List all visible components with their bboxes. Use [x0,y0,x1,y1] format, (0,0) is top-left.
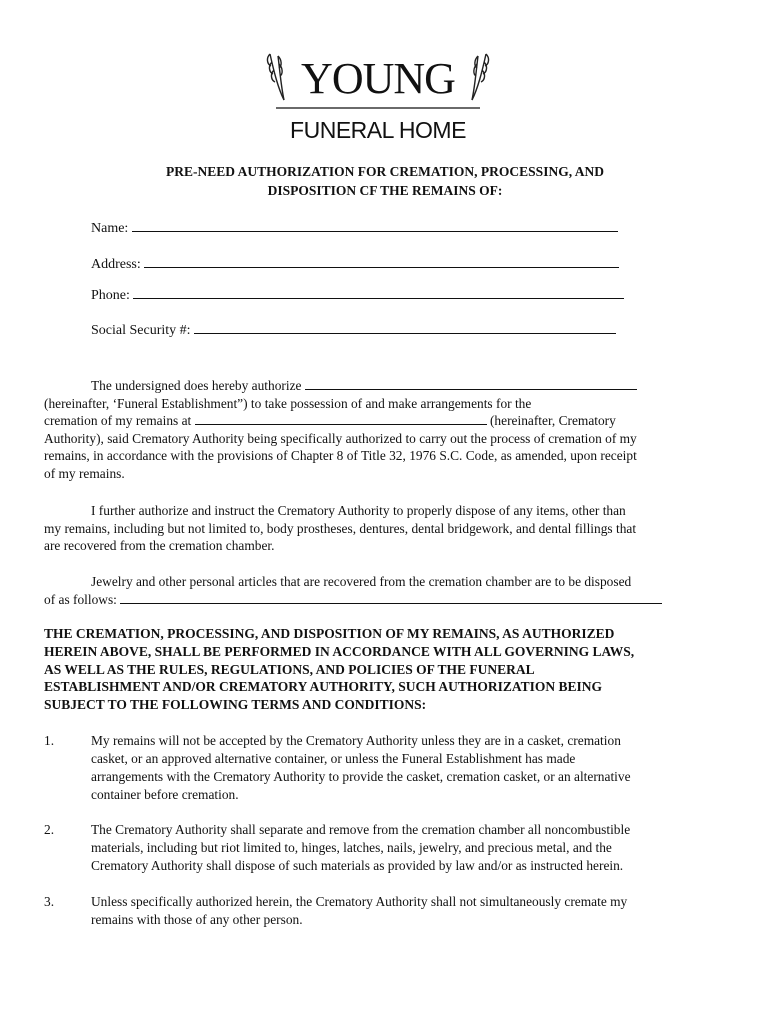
preamble-line: ESTABLISHMENT AND/OR CREMATORY AUTHORITY, SUCH AUTHORIZATION BEING [44,679,603,695]
form-title [60,162,710,200]
paragraph-line: of my remains. [44,465,125,481]
paragraph-text: cremation of my remains at [44,413,192,429]
phone-input-line[interactable] [133,285,624,299]
preamble-line: SUBJECT TO THE FOLLOWING TERMS AND CONDITIONS: [44,697,427,713]
paragraph-text: (hereinafter, Crematory [489,413,616,429]
wheat-logo-graphic [262,48,494,148]
phone-field[interactable] [91,285,624,304]
term-line: The Crematory Authority shall separate and remove from the cremation chamber all noncombustible [91,822,631,837]
social-security-field[interactable] [91,320,616,339]
logo-subtitle-text: FUNERAL HOME [290,117,466,143]
name-input-line[interactable] [132,218,618,232]
term-line: remains with those of any other person. [91,912,303,927]
name-field[interactable] [91,218,618,237]
phone-label: Phone: [91,288,130,303]
paragraph-line: (hereinafter, ‘Funeral Establishment”) to take possession of and make arrangements for the [44,395,532,411]
young-funeral-home-logo [262,48,494,148]
paragraph-line [44,377,724,395]
jewelry-paragraph [44,573,724,608]
right-wheat-icon [472,54,489,100]
paragraph-text: of as follows: [44,591,117,607]
name-label: Name: [91,221,129,236]
paragraph-line [44,412,724,430]
term-line: Unless specifically authorized herein, the Crematory Authority shall not simultaneously cremate my [91,894,628,909]
paragraph-line: Authority), said Crematory Authority being specifically authorized to carry out the process of cremation of my [44,430,637,446]
left-wheat-icon [267,54,284,100]
terms-preamble [44,625,734,714]
paragraph-text: The undersigned does hereby authorize [91,378,302,393]
jewelry-disposition-blank[interactable] [120,591,662,604]
address-field[interactable] [91,254,619,273]
paragraph-line: my remains, including but not limited to, body prostheses, dentures, dental bridgework, and dental fillings that [44,520,637,536]
social-security-label: Social Security #: [91,323,191,338]
term-number: 2. [44,822,55,837]
term-line: container before cremation. [91,787,239,802]
term-line: Crematory Authority shall dispose of such materials as provided by law and/or as instructed herein. [91,858,624,873]
term-number: 3. [44,894,55,909]
paragraph-line [44,591,724,609]
term-line: materials, including but riot limited to, hinges, latches, nails, jewelry, and precious metal, and the [91,840,612,855]
address-input-line[interactable] [144,254,619,268]
term-line: casket, or an approved alternative container, or unless the Funeral Establishment has made [91,751,576,766]
logo-name-text: YOUNG [301,54,455,103]
preamble-line: THE CREMATION, PROCESSING, AND DISPOSITION OF MY REMAINS, AS AUTHORIZED [44,626,615,641]
paragraph-line: Jewelry and other personal articles that are recovered from the cremation chamber are to be disposed [91,574,632,589]
crematory-blank[interactable] [195,412,487,425]
social-security-input-line[interactable] [194,320,616,334]
term-line: arrangements with the Crematory Authority to provide the casket, cremation casket, or an alternative [91,769,631,784]
paragraph-line: remains, in accordance with the provisions of Chapter 8 of Title 32, 1976 S.C. Code, as amended, upon receipt [44,448,637,464]
form-title-line-1: PRE-NEED AUTHORIZATION FOR CREMATION, PROCESSING, AND [166,164,604,179]
term-line: My remains will not be accepted by the Crematory Authority unless they are in a casket, cremation [91,733,621,748]
paragraph-line: I further authorize and instruct the Crematory Authority to properly dispose of any items, other than [91,503,626,518]
form-title-line-2: DISPOSITION CF THE REMAINS OF: [267,183,503,198]
address-label: Address: [91,257,141,272]
authorization-paragraph [44,377,724,483]
preamble-line: AS WELL AS THE RULES, REGULATIONS, AND POLICIES OF THE FUNERAL [44,661,535,677]
funeral-establishment-blank[interactable] [305,377,637,390]
paragraph-line: are recovered from the cremation chamber. [44,538,275,554]
disposal-paragraph [44,502,724,555]
term-number: 1. [44,733,55,748]
preamble-line: HEREIN ABOVE, SHALL BE PERFORMED IN ACCORDANCE WITH ALL GOVERNING LAWS, [44,643,635,659]
